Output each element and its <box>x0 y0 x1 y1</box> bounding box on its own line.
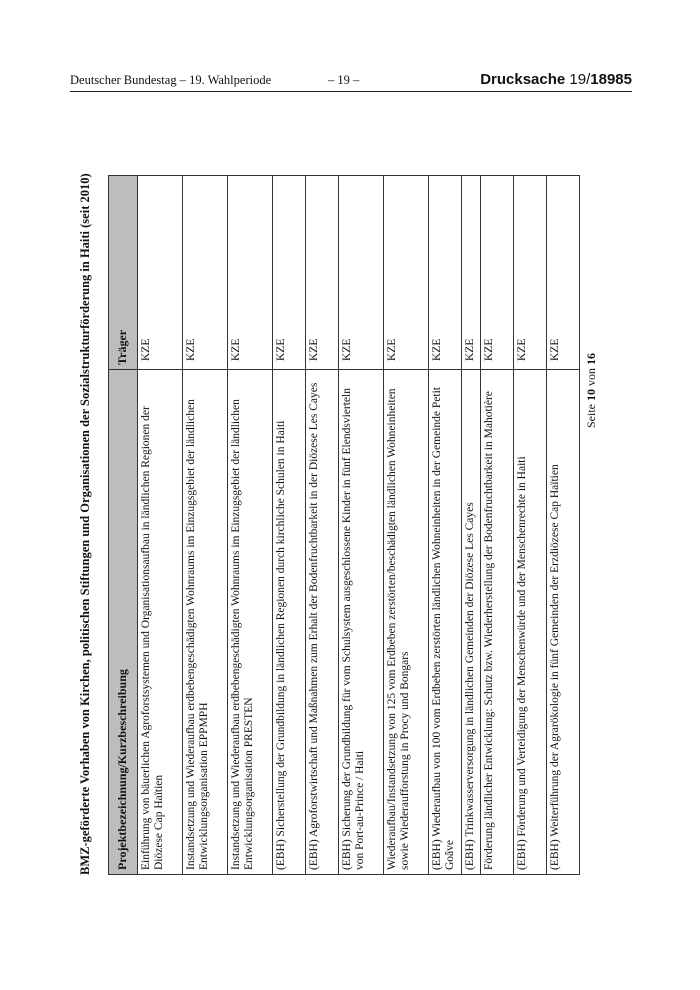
table-row <box>384 176 429 875</box>
table-row <box>481 176 514 875</box>
page-number: – 19 – <box>328 73 360 87</box>
row-traeger: KZE <box>481 176 514 370</box>
row-description: Instandsetzung und Wiederaufbau erdbebengeschädigten Wohnraums im Einzugsgebiet der ländlichen Entwicklungsorganisation EPPMPH <box>183 370 228 875</box>
row-traeger: KZE <box>429 176 462 370</box>
row-traeger: KZE <box>462 176 481 370</box>
page-counter-total: 16 <box>584 353 598 365</box>
row-description: Instandsetzung und Wiederaufbau erdbebengeschädigten Wohnraums im Einzugsgebiet der ländlichen Entwicklungsorganisation PRESTEN <box>228 370 273 875</box>
document-number <box>480 71 632 88</box>
row-description: Wiederaufbau/Instandsetzung von 125 vom Erdbeben zerstörten/beschädigten ländlichen Wohneinheiten sowie Wiederaufforstung in Procy und Bongars <box>384 370 429 875</box>
drucksache-label: Drucksache <box>480 71 566 88</box>
table-title: BMZ-geförderte Vorhaben von Kirchen, politischen Stiftungen und Organisationen der Sozialstrukturförderung in Haiti (seit 2010) <box>78 173 92 875</box>
row-traeger: KZE <box>138 176 183 370</box>
row-description: Förderung ländlicher Entwicklung: Schutz bzw. Wiederherstellung der Bodenfruchtbarkeit in Mahotière <box>481 370 514 875</box>
row-traeger: KZE <box>384 176 429 370</box>
column-header-description: Projektbezeichnung/Kurzbeschreibung <box>109 370 138 875</box>
drucksache-period: 19/ <box>569 71 591 88</box>
row-traeger: KZE <box>306 176 339 370</box>
table-row <box>183 176 228 875</box>
table-row <box>339 176 384 875</box>
table-row <box>273 176 306 875</box>
table-row <box>462 176 481 875</box>
page-counter-prefix: Seite <box>584 401 598 428</box>
page-counter <box>584 353 599 428</box>
row-description: (EBH) Förderung und Verteidigung der Menschenwürde und der Menschenrechte in Haiti <box>514 370 547 875</box>
table-row <box>429 176 462 875</box>
drucksache-number: 18985 <box>590 71 632 88</box>
header-rule <box>70 91 632 92</box>
table-row <box>228 176 273 875</box>
projects-table <box>108 175 580 875</box>
page-counter-middle: von <box>584 365 598 389</box>
parliament-label: Deutscher Bundestag – 19. Wahlperiode <box>70 73 272 87</box>
row-description: (EBH) Trinkwasserversorgung in ländlichen Gemeinden der Diözese Les Cayes <box>462 370 481 875</box>
row-description: (EBH) Wiederaufbau von 100 vom Erdbeben zerstörten ländlichen Wohneinheiten in der Gemeinde Petit Goâve <box>429 370 462 875</box>
table-header-row <box>109 176 138 875</box>
table-row <box>547 176 580 875</box>
page-header <box>70 73 632 91</box>
rotated-content <box>70 155 630 875</box>
row-description: (EBH) Sicherstellung der Grundbildung in ländlichen Regionen durch kirchliche Schulen in Haiti <box>273 370 306 875</box>
row-traeger: KZE <box>228 176 273 370</box>
table-row <box>514 176 547 875</box>
row-description: (EBH) Weiterführung der Agrarökologie in fünf Gemeinden der Erzdiözese Cap Haïtien <box>547 370 580 875</box>
row-description: Einführung von bäuerlichen Agroforstsystemen und Organisationsaufbau in ländlichen Regionen der Diözese Cap Haïtien <box>138 370 183 875</box>
row-description: (EBH) Agroforstwirtschaft und Maßnahmen zum Erhalt der Bodenfruchtbarkeit in der Diözese Les Cayes <box>306 370 339 875</box>
row-traeger: KZE <box>339 176 384 370</box>
row-traeger: KZE <box>547 176 580 370</box>
row-traeger: KZE <box>183 176 228 370</box>
row-traeger: KZE <box>273 176 306 370</box>
row-description: (EBH) Sicherung der Grundbildung für vom Schulsystem ausgeschlossene Kinder in fünf Elendsvierteln von Port-au-Prince / Haiti <box>339 370 384 875</box>
row-traeger: KZE <box>514 176 547 370</box>
table-row <box>306 176 339 875</box>
page-counter-current: 10 <box>584 389 598 401</box>
table-row <box>138 176 183 875</box>
column-header-traeger: Träger <box>109 176 138 370</box>
